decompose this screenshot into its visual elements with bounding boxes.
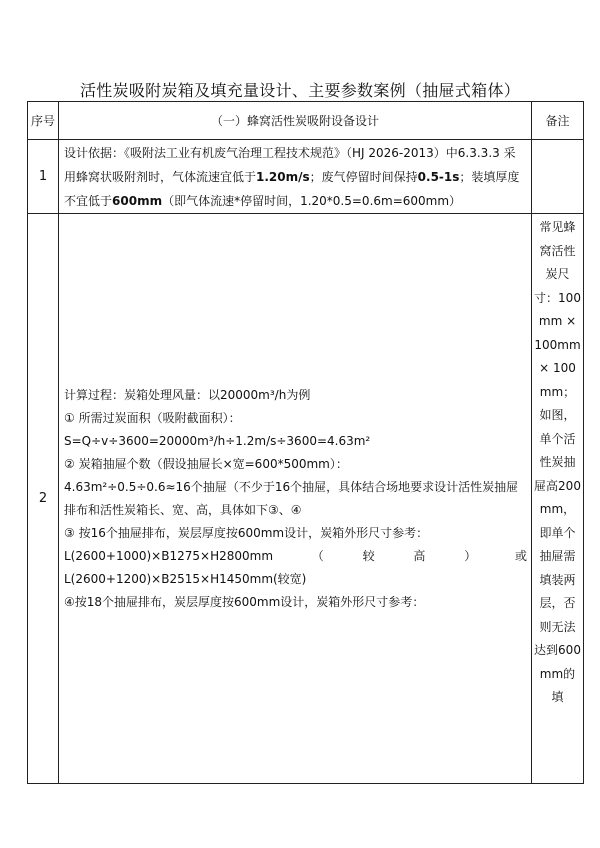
table-row bbox=[28, 214, 584, 784]
residence-time-value: 0.5-1s bbox=[417, 169, 460, 184]
dimension-option: L(2600+1000)×B1275×H2800mm bbox=[64, 548, 274, 563]
parameter-table bbox=[27, 101, 584, 784]
remarks-cell bbox=[532, 140, 584, 214]
calc-line: ④按18个抽屉排布，炭层厚度按600mm设计，炭箱外形尺寸参考： bbox=[64, 594, 425, 609]
calc-word: 较 bbox=[362, 548, 375, 563]
design-basis-text: 设计依据：《吸附法工业有机废气治理工程技术规范》（HJ 2026-2013）中6.3.3.3 采用蜂窝状吸附剂时，气体流速宜低于 bbox=[64, 145, 516, 184]
table-row bbox=[28, 140, 584, 214]
calc-word: ） bbox=[464, 548, 477, 563]
calc-line: S=Q÷v÷3600=20000m³/h÷1.2m/s÷3600=4.63m² bbox=[64, 433, 371, 448]
design-basis-note: （即气体流速*停留时间，1.20*0.5=0.6m=600mm） bbox=[162, 193, 462, 208]
calc-line: L(2600+1200)×B2515×H1450mm(较宽) bbox=[64, 571, 307, 586]
calc-word: 或 bbox=[514, 548, 527, 563]
calc-line: 计算过程：炭箱处理风量：以20000m³/h为例 bbox=[64, 387, 311, 402]
row-number: 1 bbox=[28, 140, 59, 214]
table-header-row bbox=[28, 102, 584, 140]
calculation-cell bbox=[59, 214, 532, 784]
fill-thickness-value: 600mm bbox=[112, 193, 163, 208]
calc-word: （ bbox=[311, 548, 324, 563]
document-title: 活性炭吸附炭箱及填充量设计、主要参数案例（抽屉式箱体） bbox=[79, 81, 521, 100]
calc-line: ② 炭箱抽屉个数（假设抽屉长×宽=600*500mm）： bbox=[64, 456, 348, 471]
design-basis-text: ；装填厚度不宜低于 bbox=[64, 169, 520, 208]
calc-line: ① 所需过炭面积（吸附截面积）： bbox=[64, 410, 241, 425]
design-basis-cell bbox=[59, 140, 532, 214]
header-remarks: 备注 bbox=[532, 102, 584, 140]
design-basis-text: ；废气停留时间保持 bbox=[309, 169, 418, 184]
calc-line: ③ 按16个抽屉排布，炭层厚度按600mm设计，炭箱外形尺寸参考： bbox=[64, 525, 429, 540]
remarks-cell: 常见蜂窝活性炭尺寸：100mm × 100mm × 100mm；如图，单个活性炭抽屉高200mm，即单个抽屉需填装两层，否则无法达到600mm的填 bbox=[532, 214, 584, 784]
calc-word: 高 bbox=[413, 548, 426, 563]
calc-line bbox=[64, 545, 527, 568]
gas-velocity-value: 1.20m/s bbox=[256, 169, 310, 184]
row-number: 2 bbox=[28, 214, 59, 784]
header-serial-number: 序号 bbox=[28, 102, 59, 140]
calc-line: 4.63m²÷0.5÷0.6≈16个抽屉（不少于16个抽屉，具体结合场地要求设计活性炭抽屉排布和活性炭箱长、宽、高，具体如下③、④ bbox=[64, 479, 519, 517]
header-section-title: （一）蜂窝活性炭吸附设备设计 bbox=[59, 102, 532, 140]
